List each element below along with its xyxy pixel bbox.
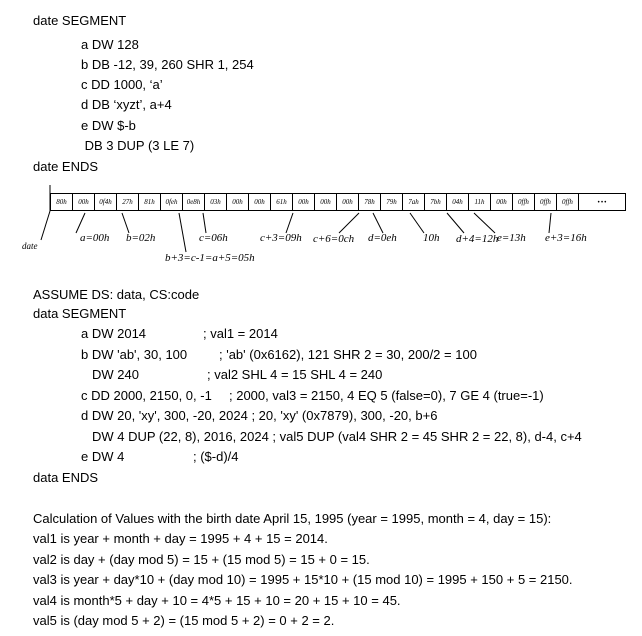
memory-cell: 04h <box>447 194 469 210</box>
memory-cell: 0ffh <box>513 194 535 210</box>
memory-cell: 81h <box>139 194 161 210</box>
label-e: e=13h <box>497 232 526 244</box>
code-line: a DW 128 <box>81 37 139 52</box>
date-segment-end: date ENDS <box>33 159 99 174</box>
date-segment-start: date SEGMENT <box>33 13 127 28</box>
memory-cell: 79h <box>381 194 403 210</box>
memory-cell: 00h <box>249 194 271 210</box>
code-line: c DD 2000, 2150, 0, -1 <box>81 388 212 403</box>
calc-line-val2: val2 is day + (day mod 5) = 15 + (15 mod 5) = 15 + 0 = 15. <box>33 552 370 567</box>
label-c: c=06h <box>199 232 228 244</box>
calc-line-val1: val1 is year + month + day = 1995 + 4 + 15 = 2014. <box>33 531 328 546</box>
code-line: d DW 20, 'xy', 300, -20, 2024 ; 20, 'xy' (0x7879), 300, -20, b+6 <box>81 408 438 423</box>
calculation-heading: Calculation of Values with the birth date April 15, 1995 (year = 1995, month = 4, day = 15): <box>33 511 552 526</box>
calc-line-val3: val3 is year + day*10 + (day mod 10) = 1995 + 15*10 + (15 mod 10) = 1995 + 150 + 5 = 2150. <box>33 572 573 587</box>
code-line: d DB ‘xyzt’, a+4 <box>81 97 172 112</box>
memory-cell: 7bh <box>425 194 447 210</box>
memory-cell: 00h <box>491 194 513 210</box>
label-b3: b+3=c-1=a+5=05h <box>165 252 255 264</box>
memory-cell: 03h <box>205 194 227 210</box>
label-d: d=0eh <box>368 232 397 244</box>
code-line: DW 240 <box>92 367 139 382</box>
code-line: DW 4 DUP (22, 8), 2016, 2024 ; val5 DUP (val4 SHR 2 = 45 SHR 2 = 22, 8), d-4, c+4 <box>92 429 582 444</box>
calc-line-val5: val5 is (day mod 5 + 2) = (15 mod 5 + 2) = 0 + 2 = 2. <box>33 613 335 628</box>
label-10h: 10h <box>423 232 440 244</box>
code-line: b DW 'ab', 30, 100 <box>81 347 188 362</box>
memory-cell: 0ffh <box>535 194 557 210</box>
label-c6: c+6=0ch <box>313 233 355 245</box>
code-comment: ; 'ab' (0x6162), 121 SHR 2 = 30, 200/2 = 100 <box>219 347 477 362</box>
calc-line-val4: val4 is month*5 + day + 10 = 4*5 + 15 + 10 = 20 + 15 + 10 = 45. <box>33 593 401 608</box>
data-segment-end: data ENDS <box>33 470 99 485</box>
memory-cell-ellipsis: ··· <box>596 196 607 208</box>
memory-cell: 0e8h <box>183 194 205 210</box>
label-c3: c+3=09h <box>260 232 302 244</box>
memory-cell: 00h <box>293 194 315 210</box>
memory-cell: 00h <box>227 194 249 210</box>
memory-cell: 0ffh <box>557 194 579 210</box>
assume-directive: ASSUME DS: data, CS:code <box>33 287 200 302</box>
label-d4: d+4=12h <box>456 233 499 245</box>
code-comment: ; 2000, val3 = 2150, 4 EQ 5 (false=0), 7 GE 4 (true=-1) <box>229 388 544 403</box>
label-date: date <box>22 241 38 251</box>
code-comment: ; val2 SHL 4 = 15 SHL 4 = 240 <box>207 367 383 382</box>
memory-cell: 7ah <box>403 194 425 210</box>
memory-cell: 0feh <box>161 194 183 210</box>
code-comment: ; val1 = 2014 <box>203 326 278 341</box>
memory-cell: 00h <box>337 194 359 210</box>
memory-cell: 61h <box>271 194 293 210</box>
code-line: a DW 2014 <box>81 326 147 341</box>
code-line: DB 3 DUP (3 LE 7) <box>81 138 195 153</box>
memory-cell: 78h <box>359 194 381 210</box>
code-line: e DW $-b <box>81 118 136 133</box>
memory-cell: 80h <box>51 194 73 210</box>
code-line: c DD 1000, ‘a’ <box>81 77 163 92</box>
memory-cell: 00h <box>73 194 95 210</box>
label-a: a=00h <box>80 232 110 244</box>
label-b: b=02h <box>126 232 156 244</box>
code-line: b DB -12, 39, 260 SHR 1, 254 <box>81 57 254 72</box>
memory-cell: 0f4h <box>95 194 117 210</box>
code-comment: ; ($-d)/4 <box>193 449 239 464</box>
memory-cell: 27h <box>117 194 139 210</box>
memory-cell: 00h <box>315 194 337 210</box>
data-segment-start: data SEGMENT <box>33 306 127 321</box>
memory-cell: 11h <box>469 194 491 210</box>
code-line: e DW 4 <box>81 449 125 464</box>
label-e3: e+3=16h <box>545 232 587 244</box>
